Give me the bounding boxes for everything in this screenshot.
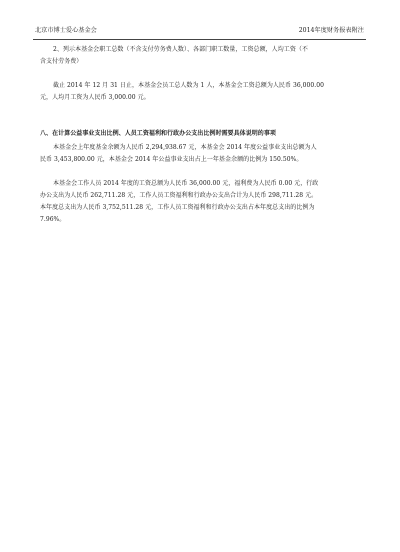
header-report-title: 2014年度财务报表附注	[298, 27, 364, 34]
paragraph2-line3: 本年度总支出为人民币 3,752,511.28 元，工作人员工资福利和行政办公支出占本年度总支出的比例为	[40, 204, 315, 211]
staff-summary-line1: 截止 2014 年 12 月 31 日止，本基金会员工总人数为 1 人，本基金会工资总额为人民币 36,000.00	[53, 82, 324, 89]
item2-line2: 含支付劳务费）	[40, 58, 83, 65]
paragraph1-line2: 民币 3,453,800.00 元，本基金会 2014 年公益事业支出占上一年基金余额的比例为 150.50%。	[40, 156, 303, 163]
paragraph2-line2: 办公支出为人民币 262,711.28 元，工作人员工资福利和行政办公支出合计为人民币 298,711.28 元。	[40, 192, 318, 199]
paragraph1-line1: 本基金会上年度基金余额为人民币 2,294,938.67 元，本基金会 2014 年度公益事业支出总额为人	[53, 144, 317, 151]
paragraph2-line4: 7.96%。	[40, 216, 66, 223]
page-header	[33, 26, 366, 40]
item2-line1: 2、列示本基金会职工总数（不含支付劳务费人数）、各部门职工数量，工资总额，人均工资（不	[53, 46, 308, 53]
section8-heading: 八、在计算公益事业支出比例、人员工资福利和行政办公支出比例时需要具体说明的事项	[40, 130, 276, 137]
staff-summary-line2: 元，人均月工资为人民币 3,000.00 元。	[40, 94, 150, 101]
header-organization-name: 北京市博士爱心基金会	[35, 27, 97, 34]
paragraph2-line1: 本基金会工作人员 2014 年度的工资总额为人民币 36,000.00 元，福利费为人民币 0.00 元，行政	[53, 180, 319, 187]
